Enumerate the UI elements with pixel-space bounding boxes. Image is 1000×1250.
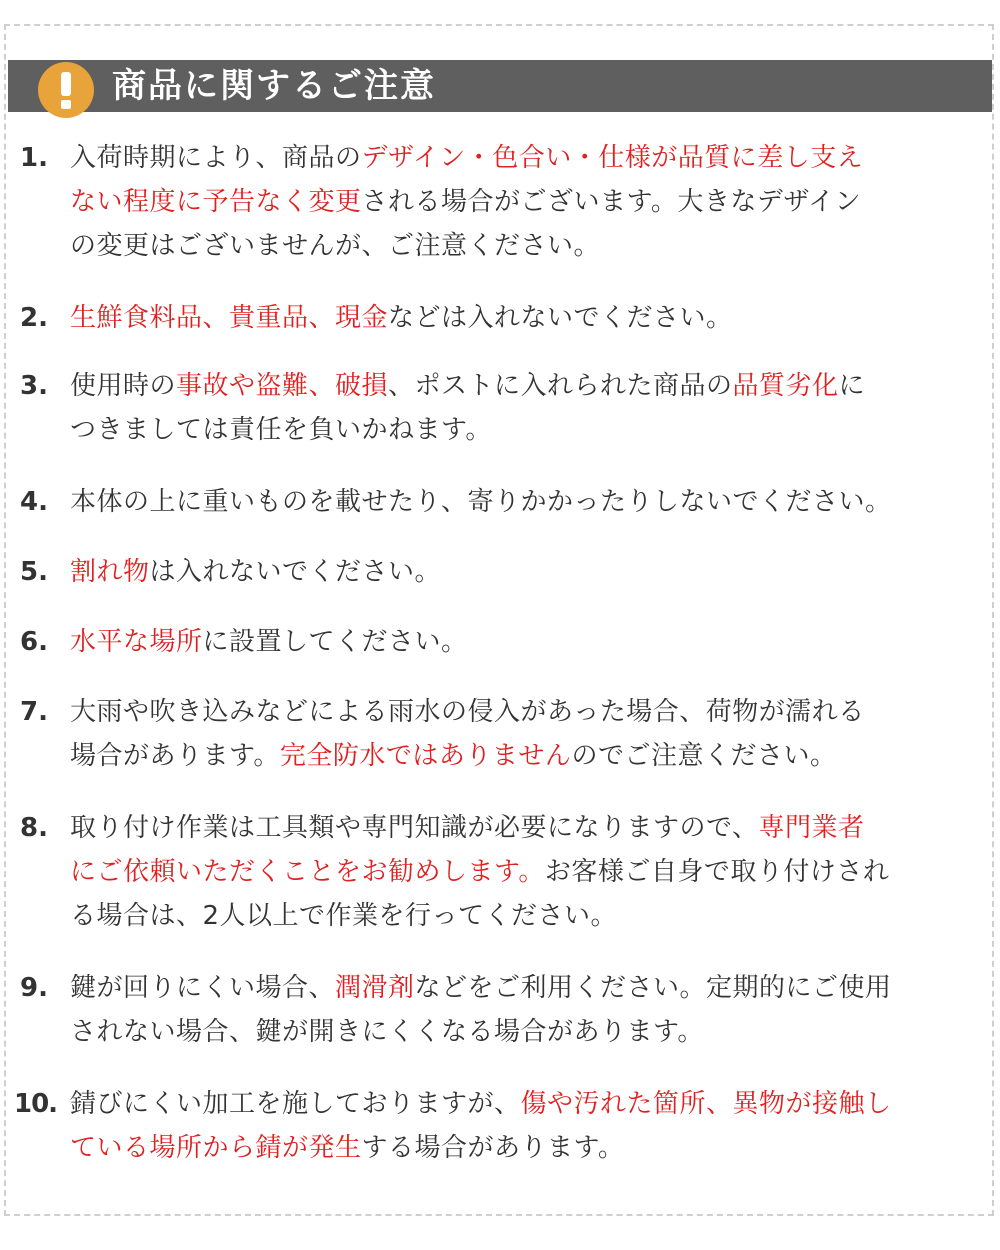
notice-number: 10. (14, 1089, 58, 1119)
notice-text (70, 480, 975, 524)
notice-line (70, 224, 975, 268)
notice-text (70, 620, 975, 664)
body-text: される場合がございます。大きなデザイン (361, 187, 862, 217)
notice-number: 3. (20, 371, 48, 401)
notice-item (0, 620, 1000, 664)
notice-line (70, 136, 975, 180)
highlight-text: 水平な場所 (70, 627, 203, 657)
body-text: に (838, 371, 866, 401)
notice-number: 7. (20, 697, 48, 727)
notice-number: 1. (20, 143, 48, 173)
notice-item (0, 296, 1000, 340)
notice-line (70, 408, 975, 452)
notice-text (70, 1082, 975, 1170)
body-text: 使用時の (70, 371, 177, 401)
body-text: 錆びにくい加工を施しておりますが、 (70, 1089, 521, 1119)
body-text: 取り付け作業は工具類や専門知識が必要になりますので、 (70, 813, 759, 843)
notice-line (70, 806, 975, 850)
notice-number: 4. (20, 487, 48, 517)
notice-number: 8. (20, 813, 48, 843)
notice-item (0, 966, 1000, 1054)
highlight-text: 生鮮食料品、貴重品、現金 (70, 303, 389, 333)
body-text: は入れないでください。 (149, 557, 442, 587)
body-text: の変更はございませんが、ご注意ください。 (70, 231, 601, 261)
notice-number: 5. (20, 557, 48, 587)
body-text: 本体の上に重いものを載せたり、寄りかかったりしないでください。 (70, 487, 892, 517)
notice-line (70, 894, 975, 938)
notice-line (70, 296, 975, 340)
body-text: に設置してください。 (202, 627, 468, 657)
notice-text (70, 690, 975, 778)
notice-line (70, 1082, 975, 1126)
notice-number: 2. (20, 303, 48, 333)
notice-number: 6. (20, 627, 48, 657)
body-text: る場合は、2人以上で作業を行ってください。 (70, 901, 618, 931)
body-text: などをご利用ください。定期的にご使用 (414, 973, 892, 1003)
section-title: 商品に関するご注意 (112, 66, 436, 106)
body-text: などは入れないでください。 (388, 303, 733, 333)
notice-text (70, 966, 975, 1054)
notice-line (70, 850, 975, 894)
notice-text (70, 550, 975, 594)
notice-item (0, 136, 1000, 268)
notice-line (70, 734, 975, 778)
body-text: 場合があります。 (70, 741, 280, 771)
highlight-text: ない程度に予告なく変更 (70, 187, 362, 217)
highlight-text: 品質劣化 (732, 371, 839, 401)
notice-text (70, 364, 975, 452)
notice-text (70, 296, 975, 340)
notice-item (0, 806, 1000, 938)
notice-line (70, 364, 975, 408)
body-text: されない場合、鍵が開きにくくなる場合があります。 (70, 1017, 704, 1047)
notice-line (70, 1126, 975, 1170)
highlight-text: 潤滑剤 (335, 973, 415, 1003)
body-text: する場合があります。 (361, 1133, 625, 1163)
notice-line (70, 620, 975, 664)
highlight-text: デザイン・色合い・仕様が品質に差し支え (361, 143, 864, 173)
notice-line (70, 690, 975, 734)
notice-line (70, 480, 975, 524)
body-text: つきましては責任を負いかねます。 (70, 415, 492, 445)
body-text: お客様ご自身で取り付けされ (544, 857, 890, 887)
highlight-text: 専門業者 (758, 813, 865, 843)
highlight-text: にご依頼いただくことをお勧めします。 (70, 857, 545, 887)
notice-item (0, 1082, 1000, 1170)
highlight-text: ている場所から錆が発生 (70, 1133, 362, 1163)
body-text: のでご注意ください。 (571, 741, 837, 771)
notice-text (70, 136, 975, 268)
body-text: 、ポストに入れられた商品の (388, 371, 733, 401)
notice-item (0, 550, 1000, 594)
highlight-text: 完全防水ではありません (279, 741, 572, 771)
notice-item (0, 690, 1000, 778)
highlight-text: 事故や盗難、破損 (176, 371, 389, 401)
highlight-text: 傷や汚れた箇所、異物が接触し (520, 1089, 892, 1119)
notice-line (70, 1010, 975, 1054)
notice-line (70, 180, 975, 224)
body-text: 鍵が回りにくい場合、 (70, 973, 336, 1003)
notice-number: 9. (20, 973, 48, 1003)
highlight-text: 割れ物 (70, 557, 150, 587)
notice-text (70, 806, 975, 938)
notice-item (0, 364, 1000, 452)
body-text: 大雨や吹き込みなどによる雨水の侵入があった場合、荷物が濡れる (70, 697, 865, 727)
notice-line (70, 966, 975, 1010)
notice-item (0, 480, 1000, 524)
body-text: 入荷時期により、商品の (70, 143, 362, 173)
notice-line (70, 550, 975, 594)
